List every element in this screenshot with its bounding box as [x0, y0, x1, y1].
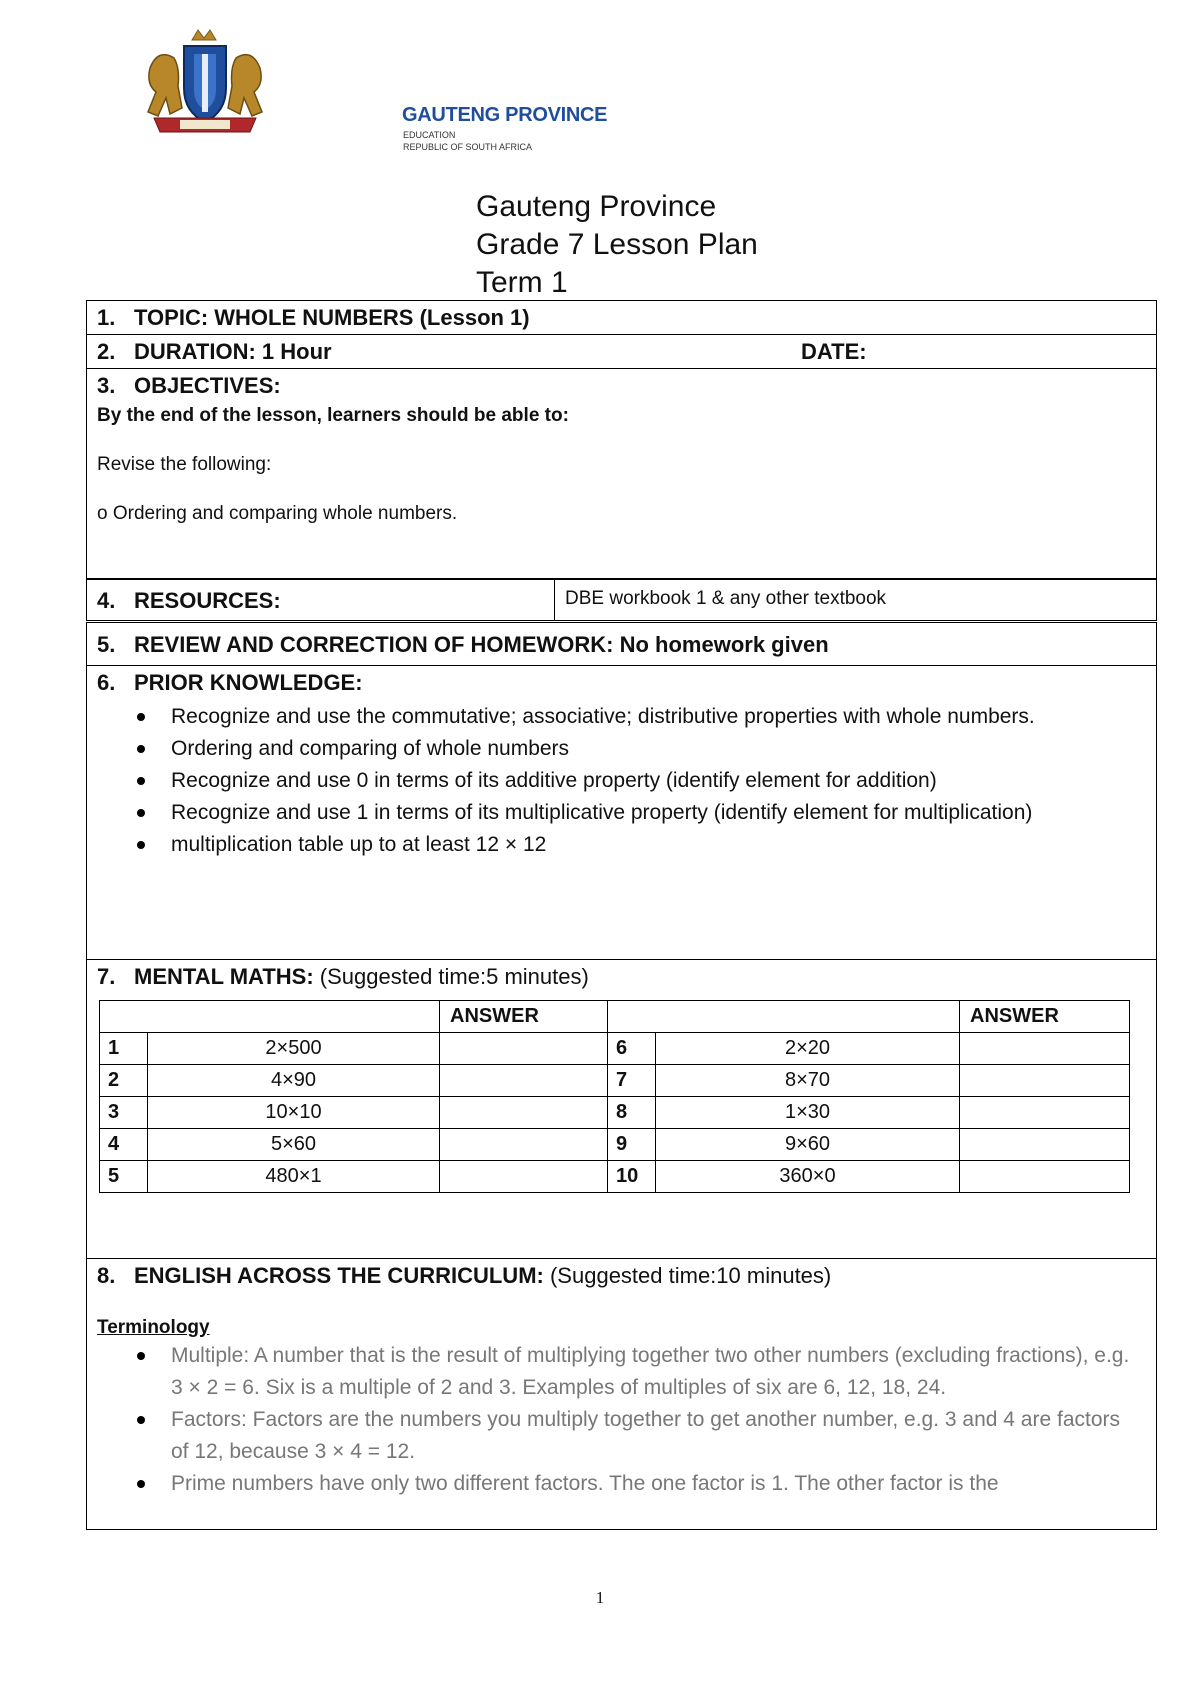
table-row: 4 5×60 9 9×60 [100, 1129, 1130, 1161]
resources-row [86, 578, 1157, 621]
mental-label: MENTAL MATHS: [134, 964, 314, 989]
date-label: DATE: [801, 339, 867, 364]
duration-row [86, 334, 1157, 369]
answer-cell[interactable] [440, 1097, 608, 1129]
page-number: 1 [595, 1588, 605, 1607]
bullet-icon [137, 745, 145, 753]
mental-maths-heading [97, 964, 589, 990]
title-line-term: Term 1 [476, 266, 568, 299]
english-time: (Suggested time:10 minutes) [549, 1263, 832, 1288]
english-row [86, 1258, 1157, 1530]
english-heading [97, 1263, 831, 1289]
gauteng-logo [140, 28, 608, 152]
review-row [86, 622, 1157, 666]
answer-cell[interactable] [960, 1033, 1130, 1065]
table-row: 2 4×90 7 8×70 [100, 1065, 1130, 1097]
bullet-icon [137, 777, 145, 785]
duration-heading [97, 339, 332, 365]
terminology-heading: Terminology [97, 1317, 210, 1338]
page-title [476, 188, 758, 302]
list-item: multiplication table up to at least 12 × 12 [87, 829, 1156, 861]
english-label: ENGLISH ACROSS THE CURRICULUM: [134, 1263, 544, 1288]
mental-maths-grid [99, 1000, 1130, 1193]
resources-number: 4. [97, 588, 116, 613]
list-item: Recognize and use the commutative; associative; distributive properties with whole numbers. [87, 701, 1156, 733]
coat-of-arms-icon [140, 28, 270, 138]
bullet-icon [137, 809, 145, 817]
mental-number: 7. [97, 964, 116, 989]
topic-label: TOPIC: WHOLE NUMBERS (Lesson 1) [134, 305, 530, 330]
objectives-revise: Revise the following: [97, 454, 272, 475]
logo-country: REPUBLIC OF SOUTH AFRICA [403, 142, 533, 152]
answer-cell[interactable] [960, 1065, 1130, 1097]
resources-divider [554, 579, 555, 620]
table-row: 5 480×1 10 360×0 [100, 1161, 1130, 1193]
review-heading [97, 632, 829, 658]
objectives-item: o Ordering and comparing whole numbers. [97, 503, 458, 524]
answer-cell[interactable] [440, 1065, 608, 1097]
objectives-row [86, 368, 1157, 580]
bullet-icon [137, 1416, 145, 1424]
list-item: Recognize and use 0 in terms of its additive property (identify element for addition) [87, 765, 1156, 797]
list-item: Factors: Factors are the numbers you multiply together to get another number, e.g. 3 and 4 are factors of 12, because 3 × 4 = 12. [87, 1404, 1156, 1468]
prior-number: 6. [97, 670, 116, 695]
answer-cell[interactable] [960, 1161, 1130, 1193]
prior-knowledge-heading [97, 670, 363, 696]
title-line-grade: Grade 7 Lesson Plan [476, 228, 758, 261]
table-header-row [100, 1001, 1130, 1033]
duration-label: DURATION: 1 Hour [134, 339, 332, 364]
answer-cell[interactable] [960, 1097, 1130, 1129]
bullet-icon [137, 1480, 145, 1488]
objectives-intro: By the end of the lesson, learners should be able to: [97, 405, 569, 426]
mental-maths-row [86, 959, 1157, 1259]
title-line-province: Gauteng Province [476, 190, 717, 223]
topic-heading [97, 305, 530, 331]
english-number: 8. [97, 1263, 116, 1288]
answer-header: ANSWER [960, 1001, 1130, 1033]
list-item: Prime numbers have only two different factors. The one factor is 1. The other factor is the [87, 1468, 1156, 1500]
answer-cell[interactable] [440, 1033, 608, 1065]
duration-number: 2. [97, 339, 116, 364]
terminology-list [87, 1340, 1156, 1500]
prior-label: PRIOR KNOWLEDGE: [134, 670, 363, 695]
table-row: 3 10×10 8 1×30 [100, 1097, 1130, 1129]
objectives-label: OBJECTIVES: [134, 373, 281, 398]
list-item: Ordering and comparing of whole numbers [87, 733, 1156, 765]
review-label: REVIEW AND CORRECTION OF HOMEWORK: No homework given [134, 632, 829, 657]
objectives-heading [97, 373, 281, 399]
table-row: 1 2×500 6 2×20 [100, 1033, 1130, 1065]
prior-knowledge-list [87, 701, 1156, 861]
answer-cell[interactable] [440, 1161, 608, 1193]
logo-province-name: GAUTENG PROVINCE [402, 104, 608, 126]
resources-label: RESOURCES: [134, 588, 281, 613]
list-item: Multiple: A number that is the result of multiplying together two other numbers (excluding fractions), e.g. 3 × 2 = 6. Six is a multiple of 2 and 3. Examples of multiples of six are 6, 12, 18, 24. [87, 1340, 1156, 1404]
resources-value: DBE workbook 1 & any other textbook [565, 588, 887, 609]
answer-header: ANSWER [440, 1001, 608, 1033]
bullet-icon [137, 841, 145, 849]
mental-time: (Suggested time:5 minutes) [319, 964, 589, 989]
resources-heading [97, 588, 281, 614]
prior-knowledge-row [86, 665, 1157, 960]
answer-cell[interactable] [960, 1129, 1130, 1161]
topic-number: 1. [97, 305, 116, 330]
topic-row [86, 300, 1157, 335]
list-item: Recognize and use 1 in terms of its multiplicative property (identify element for multiplication) [87, 797, 1156, 829]
bullet-icon [137, 1352, 145, 1360]
objectives-number: 3. [97, 373, 116, 398]
review-number: 5. [97, 632, 116, 657]
bullet-icon [137, 713, 145, 721]
answer-cell[interactable] [440, 1129, 608, 1161]
logo-education: EDUCATION [403, 130, 456, 140]
